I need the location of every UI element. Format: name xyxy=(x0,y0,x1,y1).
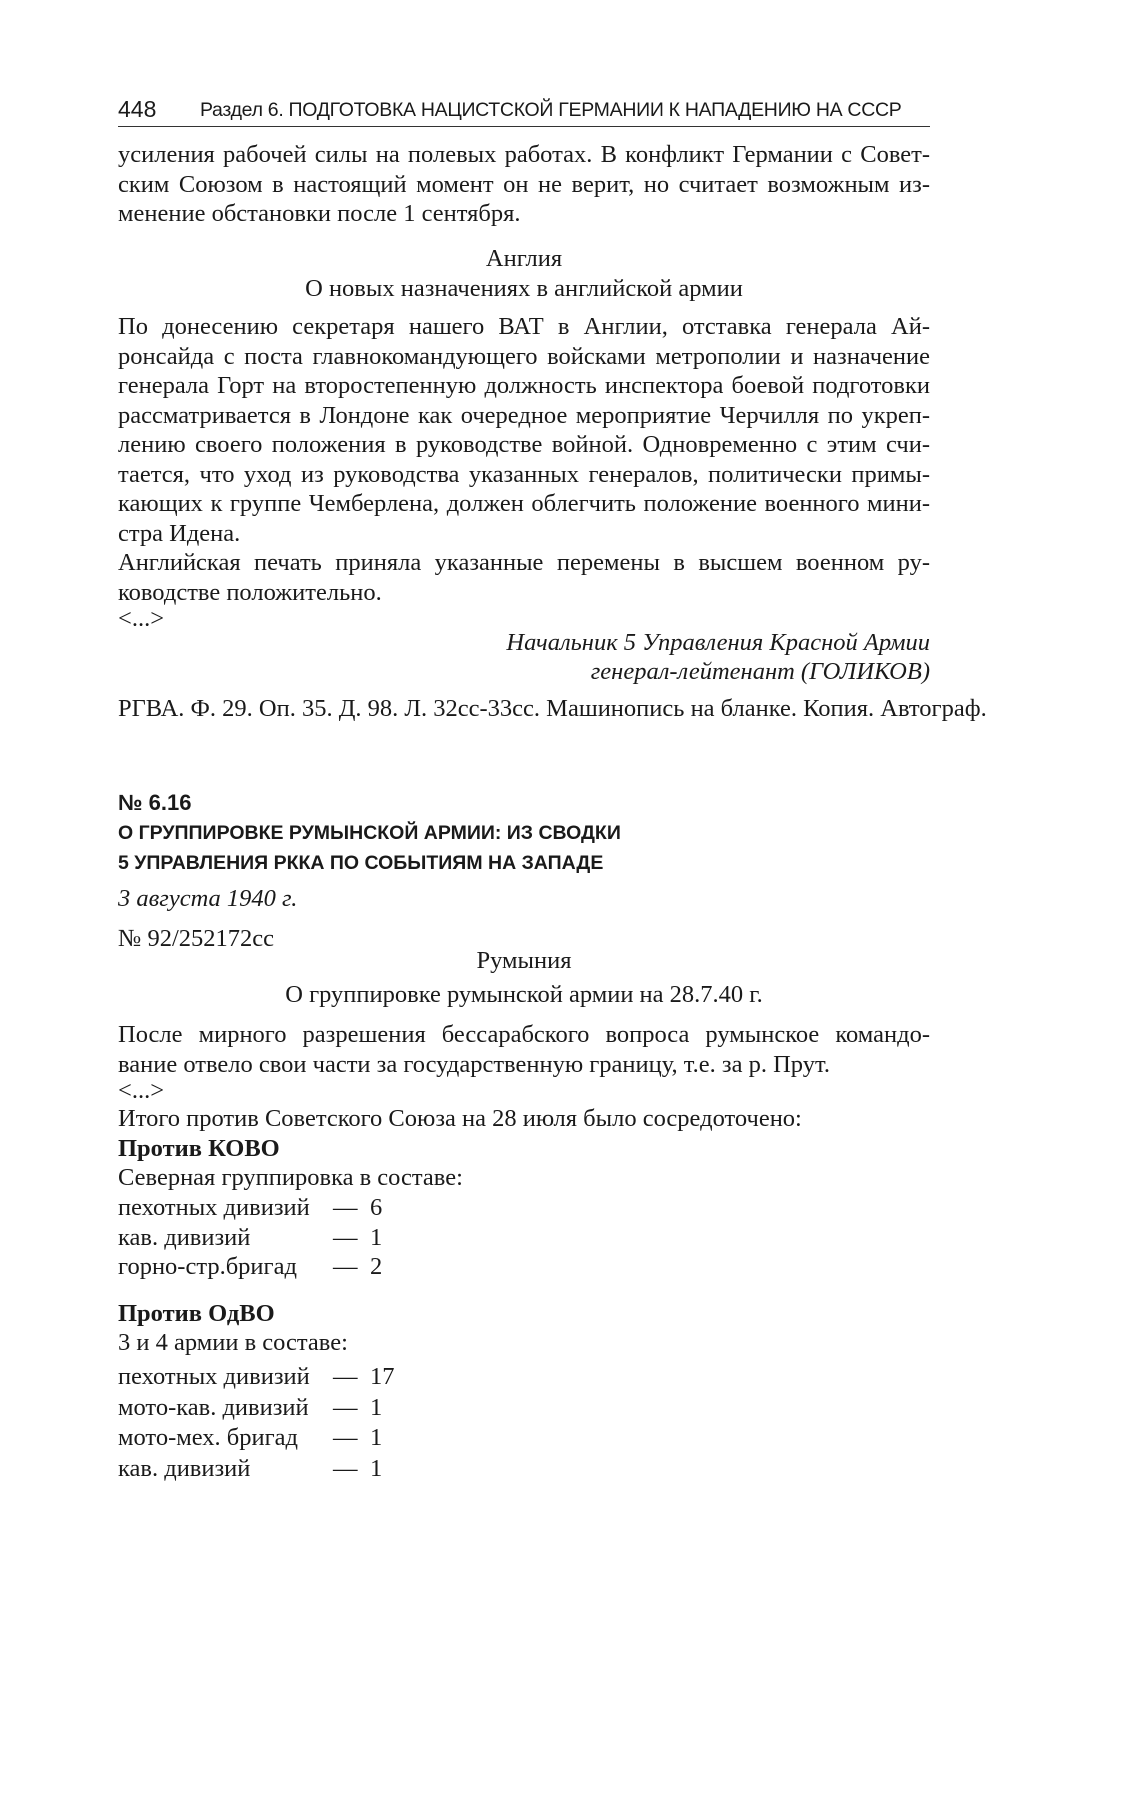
unit-count: 1 xyxy=(370,1223,383,1251)
dash: — xyxy=(333,1223,358,1251)
unit-count: 1 xyxy=(370,1454,383,1482)
odvo-list xyxy=(118,1362,930,1484)
dash: — xyxy=(333,1194,358,1221)
unit-count: 17 xyxy=(370,1363,395,1390)
kovo-subheading: Северная группировка в составе: xyxy=(118,1164,463,1191)
text-line: кающих к группе Чемберлена, должен облегчить положение военного мини- xyxy=(118,490,930,517)
section-subheading: О группировке румынской армии на 28.7.40 г. xyxy=(285,981,763,1008)
unit-label: горно-стр.бригад xyxy=(118,1253,297,1280)
text-line: После мирного разрешения бессарабского вопроса румынское командо- xyxy=(118,1021,930,1048)
text-line: ронсайда с поста главнокомандующего войсками метрополии и назначение xyxy=(118,342,930,370)
text-line: усиления рабочей силы на полевых работах. В конфликт Германии с Совет- xyxy=(118,141,930,168)
dash: — xyxy=(333,1393,358,1421)
document-number: № 6.16 xyxy=(118,790,192,815)
unit-count: 1 xyxy=(370,1393,383,1421)
dash: — xyxy=(333,1454,358,1482)
england-paragraph-1 xyxy=(118,312,930,548)
ellipsis-text: <...> xyxy=(118,605,165,632)
england-paragraph-2 xyxy=(118,548,930,607)
text-line: стра Идена. xyxy=(118,519,241,547)
list-item xyxy=(118,1193,930,1223)
unit-label: мото-кав. дивизий xyxy=(118,1393,309,1421)
list-item xyxy=(118,1223,930,1253)
signature-name: генерал-лейтенант (ГОЛИКОВ) xyxy=(590,658,930,685)
text-line: менение обстановки после 1 сентября. xyxy=(118,200,521,227)
ellipsis: <...> xyxy=(118,1077,165,1104)
unit-count: 1 xyxy=(370,1424,383,1451)
dash: — xyxy=(333,1424,358,1451)
text-line: ским Союзом в настоящий момент он не верит, но считает возможным из- xyxy=(118,170,930,198)
unit-label: пехотных дивизий xyxy=(118,1363,310,1390)
running-header xyxy=(118,96,930,127)
document-date: 3 августа 1940 г. xyxy=(118,885,298,912)
summary-line: Итого против Советского Союза на 28 июля было сосредоточено: xyxy=(118,1105,802,1132)
text-line: генерала Горт на второстепенную должность инспектора боевой подготовки xyxy=(118,372,930,399)
odvo-subheading: 3 и 4 армии в составе: xyxy=(118,1329,348,1356)
archive-reference: РГВА. Ф. 29. Оп. 35. Д. 98. Л. 32сс-33сс. Машинопись на бланке. Копия. Автограф. xyxy=(118,695,987,722)
document-title-line: О ГРУППИРОВКЕ РУМЫНСКОЙ АРМИИ: ИЗ СВОДКИ xyxy=(118,822,621,844)
section-subheading: О новых назначениях в английской армии xyxy=(305,275,743,302)
document-title-line: 5 УПРАВЛЕНИЯ РККА ПО СОБЫТИЯМ НА ЗАПАДЕ xyxy=(118,852,604,874)
signature-title: Начальник 5 Управления Красной Армии xyxy=(506,629,930,656)
text-line: По донесению секретаря нашего ВАТ в Англии, отставка генерала Ай- xyxy=(118,313,930,340)
section-title: Раздел 6. ПОДГОТОВКА НАЦИСТСКОЙ ГЕРМАНИИ К НАПАДЕНИЮ НА СССР xyxy=(200,99,902,121)
text-line: лению своего положения в руководстве войной. Одновременно с этим счи- xyxy=(118,431,930,458)
unit-count: 6 xyxy=(370,1194,383,1221)
unit-label: кав. дивизий xyxy=(118,1454,251,1482)
odvo-heading: Против ОдВО xyxy=(118,1300,275,1327)
text-line: Английская печать приняла указанные перемены в высшем военном ру- xyxy=(118,549,930,576)
unit-label: пехотных дивизий xyxy=(118,1194,310,1221)
unit-label: кав. дивизий xyxy=(118,1223,251,1251)
unit-label: мото-мех. бригад xyxy=(118,1424,298,1451)
registration-number: № 92/252172сс xyxy=(118,925,275,952)
section-heading-england: Англия xyxy=(485,245,563,272)
list-item xyxy=(118,1454,930,1485)
kovo-heading: Против КОВО xyxy=(118,1135,280,1162)
text-line: тается, что уход из руководства указанных генералов, политически примы- xyxy=(118,460,930,488)
romania-paragraph xyxy=(118,1020,930,1079)
intro-paragraph xyxy=(118,140,930,229)
dash: — xyxy=(333,1363,358,1390)
text-line: вание отвело свои части за государственную границу, т.е. за р. Прут. xyxy=(118,1050,830,1078)
list-item xyxy=(118,1252,930,1282)
page-number: 448 xyxy=(118,96,157,122)
list-item xyxy=(118,1393,930,1424)
kovo-list xyxy=(118,1193,930,1282)
section-heading-romania: Румыния xyxy=(476,947,572,974)
list-item xyxy=(118,1423,930,1454)
list-item xyxy=(118,1362,930,1393)
dash: — xyxy=(333,1253,358,1280)
text-line: ководстве положительно. xyxy=(118,578,382,606)
unit-count: 2 xyxy=(370,1253,383,1280)
text-line: рассматривается в Лондоне как очередное мероприятие Черчилля по укреп- xyxy=(118,401,930,429)
